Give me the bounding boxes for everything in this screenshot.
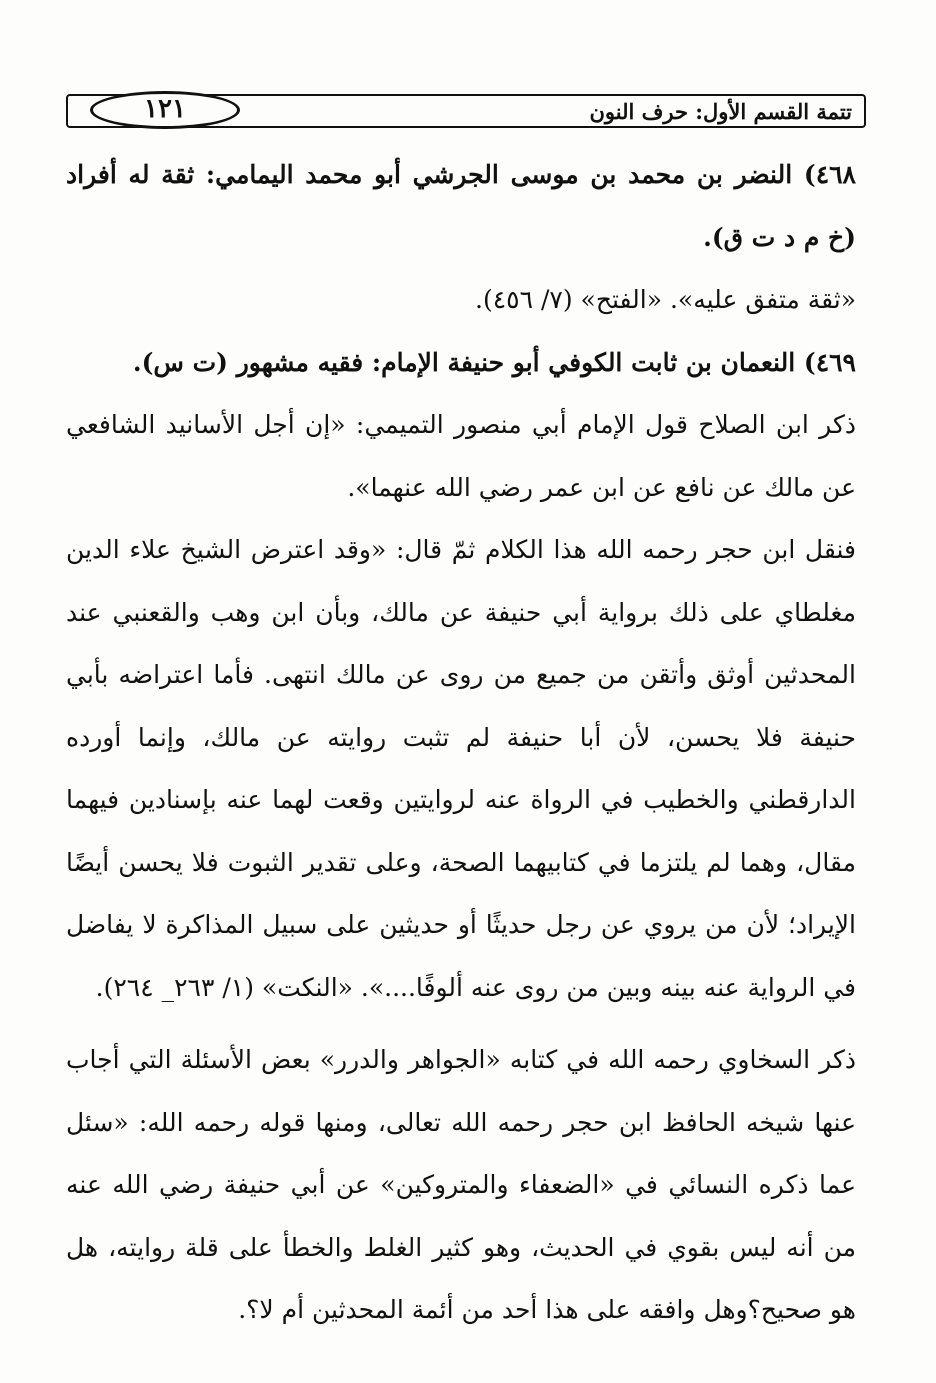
- paragraph-sakhawi: ذكر السخاوي رحمه الله في كتابه «الجواهر والدرر» بعض الأسئلة التي أجاب عنها شيخه الحافظ ابن حجر رحمه الله تعالى، ومنها قوله رحمه الله: «سئل عما ذكره النسائي في «الضعفاء والمتروكين» عن أبي حنيفة رضي الله عنه من أنه ليس بقوي في الحديث، وهو كثير الغلط والخطأ على قلة روايته، هل هو صحيح؟وهل وافقه على هذا أحد من أئمة المحدثين أم لا؟.: [66, 1045, 857, 1324]
- running-header: [66, 94, 866, 128]
- note-468-fath: «ثقة متفق عليه». «الفتح» (٧/ ٤٥٦).: [475, 285, 856, 314]
- entry-468: ٤٦٨) النضر بن محمد بن موسى الجرشي أبو محمد اليمامي: ثقة له أفراد (خ م د ت ق).: [66, 160, 856, 252]
- entry-469: ٤٦٩) النعمان بن ثابت الكوفي أبو حنيفة الإمام: فقيه مشهور (ت س).: [132, 347, 856, 377]
- paragraph-ibn-hajar-quote: فنقل ابن حجر رحمه الله هذا الكلام ثمّ قال: «وقد اعترض الشيخ علاء الدين مغلطاي على ذلك برواية أبي حنيفة عن مالك، وبأن ابن وهب والقعنبي عند المحدثين أوثق وأتقن من جميع من روى عن مالك انتهى. فأما اعتراضه بأبي حنيفة فلا يحسن، لأن أبا حنيفة لم تثبت روايته عن مالك، وإنما أورده الدارقطني والخطيب في الرواة عنه لروايتين وقعت لهما عنه بإسنادين فيهما مقال، وهما لم يلتزما في كتابيهما الصحة، وعلى تقدير الثبوت فلا يحسن أيضًا الإيراد؛ لأن من يروي عن رجل حديثًا أو حديثين على سبيل المذاكرة لا يفاضل في الرواية عنه بينه وبين من روى عنه ألوفًا....». «النكت» (١/ ٢٦٣_ ٢٦٤).: [66, 535, 856, 1002]
- page-number: ١٢١: [90, 91, 240, 129]
- paragraph-ibn-salah: ذكر ابن الصلاح قول الإمام أبي منصور التميمي: «إن أجل الأسانيد الشافعي عن مالك عن نافع عن ابن عمر رضي الله عنهما».: [66, 410, 856, 502]
- page-body: [66, 144, 856, 1342]
- header-title: تتمة القسم الأول: حرف النون: [589, 99, 852, 124]
